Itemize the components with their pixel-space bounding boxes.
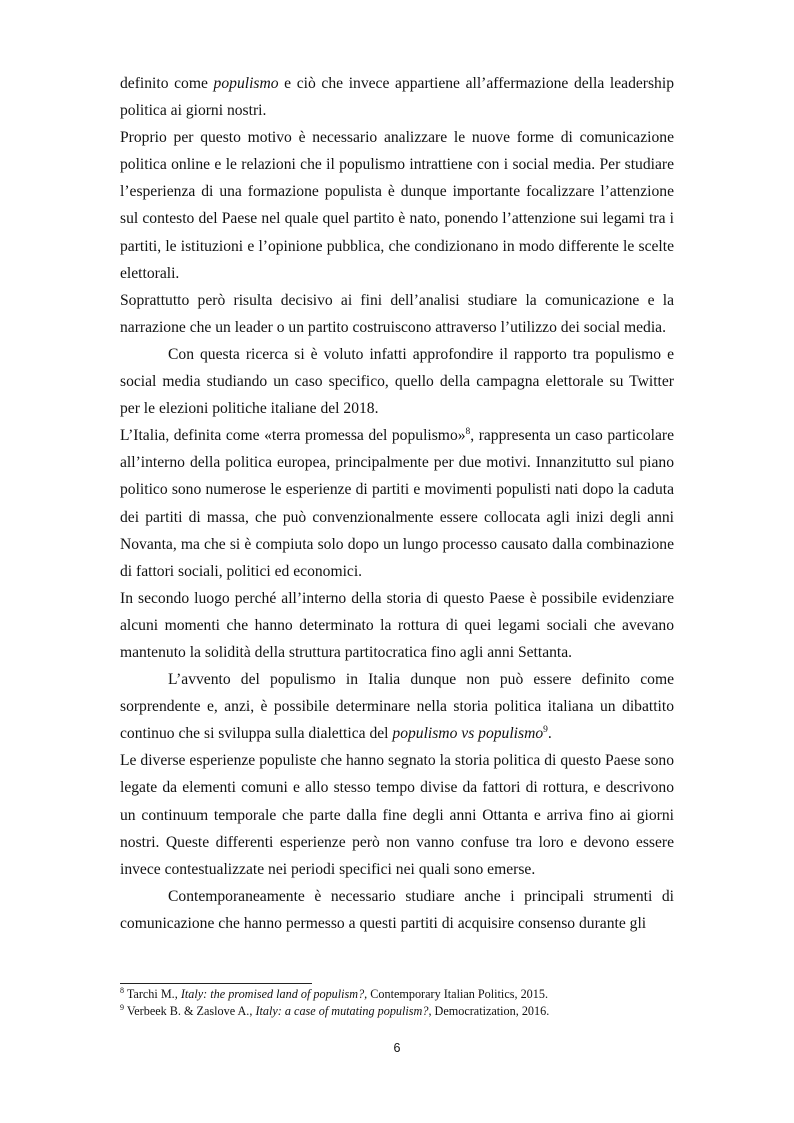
paragraph-6: In secondo luogo perché all’interno della storia di questo Paese è possibile evidenziare alcuni momenti che hanno determinato la rottura di quei legami sociali che avevano mantenuto la solidità della struttura partitocratica fino agli anni Settanta. — [120, 589, 674, 661]
page-number: 6 — [393, 1041, 401, 1055]
paragraph-4: Con questa ricerca si è voluto infatti approfondire il rapporto tra populismo e social media studiando un caso specifico, quello della campagna elettorale su Twitter per le elezioni politiche italiane del 2018. — [120, 345, 674, 418]
footnote-ref-9[interactable]: 9 — [543, 725, 548, 736]
paragraph-7: L’avvento del populismo in Italia dunque non può essere definito come sorprendente e, anzi, è possibile determinare nella storia politica italiana un dibattito continuo che si sviluppa sulla dialettica del populismo vs populismo$^9$. — [120, 671, 674, 743]
footnote-9: $^9$ Verbeek B. & Zaslove A., Italy: a case of mutating populism?, Democratization, 2016. — [120, 1003, 550, 1018]
paragraph-1: definito come populismo e ciò che invece appartiene all’affermazione della leadership politica ai giorni nostri. — [120, 75, 674, 120]
paragraph-2: Proprio per questo motivo è necessario analizzare le nuove forme di comunicazione politica online e le relazioni che il populismo intrattiene con i social media. Per studiare l’esperienza di una formazione populista è dunque importante focalizzare l’attenzione sul contesto del Paese nel quale quel partito è nato, ponendo l’attenzione sui legami tra i partiti, le istituzioni e l’opinione pubblica, che condizionano in modo differente le scelte elettorali. — [120, 129, 674, 282]
footnote-divider — [120, 983, 312, 984]
emphasis-populismo: populismo — [213, 75, 279, 92]
paragraph-9: Contemporaneamente è necessario studiare anche i principali strumenti di comunicazione che hanno permesso a questi partiti di acquisire consenso durante gli — [120, 887, 674, 932]
paragraph-8: Le diverse esperienze populiste che hanno segnato la storia politica di questo Paese sono legate da elementi comuni e allo stesso tempo divise da fattori di rottura, e descrivono un continuum temporale che parte dalla fine degli anni Ottanta e arriva fino ai giorni nostri. Queste differenti esperienze però non vanno confuse tra loro e devono essere invece contestualizzate nei periodi specifici nei quali sono emerse. — [120, 752, 674, 878]
footnote-ref-8[interactable]: 8 — [465, 427, 471, 438]
footnotes — [120, 986, 674, 1020]
paragraph-3: Soprattutto però risulta decisivo ai fini dell’analisi studiare la comunicazione e la narrazione che un leader o un partito costruiscono attraverso l’utilizzo dei social media. — [120, 291, 674, 336]
emphasis-populismo-vs-populismo: populismo vs populismo — [392, 725, 544, 743]
paragraph-5: L’Italia, definita come «terra promessa del populismo»$^8$, rappresenta un caso particolare all’interno della politica europea, principalmente per due motivi. Innanzitutto sul piano politico sono numerose le esperienze di partiti e movimenti populisti nati dopo la caduta dei partiti di massa, che può convenzionalmente essere collocata agli inizi degli anni Novanta, ma che si è compiuta solo dopo un lungo processo causato dalla combinazione di fattori sociali, politici ed economici. — [120, 427, 675, 580]
footnote-8: $^8$ Tarchi M., Italy: the promised land of populism?, Contemporary Italian Politics, 2015. — [120, 986, 548, 1001]
body-text — [120, 70, 674, 937]
